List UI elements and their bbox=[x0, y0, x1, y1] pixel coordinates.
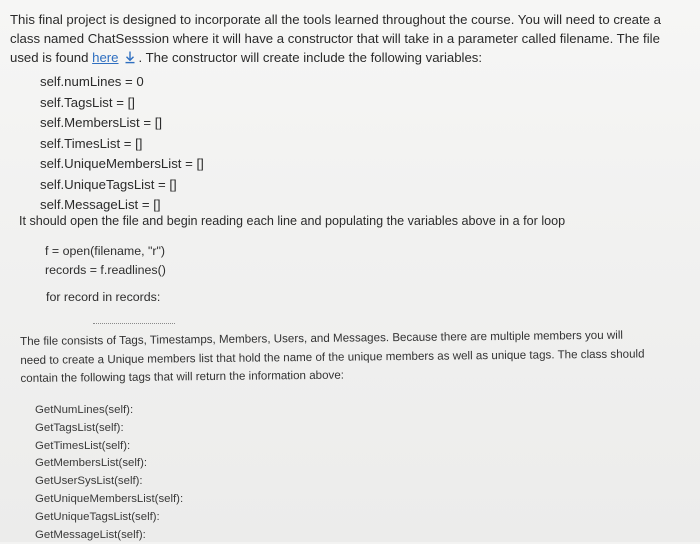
method-line: GetTimesList(self): bbox=[35, 439, 131, 452]
method-line: GetMessageList(self): bbox=[35, 528, 146, 541]
intro-text-before-link: This final project is designed to incorporate all the tools learned throughout the course. You will need to create a class named ChatSesssion where it will have a constructor that will take in a parameter called filename. The file used is found bbox=[10, 12, 661, 65]
method-line: GetUniqueMembersList(self): bbox=[35, 492, 184, 505]
code-block bbox=[45, 242, 166, 279]
method-line: GetNumLines(self): bbox=[35, 404, 134, 416]
code-line: records = f.readlines() bbox=[45, 262, 166, 277]
variable-line: self.numLines = 0 bbox=[40, 74, 144, 89]
loop-instruction: It should open the file and begin reading each line and populating the variables above in a for loop bbox=[19, 214, 566, 228]
variable-list bbox=[40, 72, 204, 216]
method-line: GetUniqueTagsList(self): bbox=[35, 510, 160, 523]
variable-line: self.UniqueTagsList = [] bbox=[40, 176, 177, 192]
method-line: GetTagsList(self): bbox=[35, 421, 124, 434]
method-line: GetUserSysList(self): bbox=[35, 475, 143, 488]
variable-line: self.MessageList = [] bbox=[40, 197, 161, 212]
for-loop-line: for record in records: bbox=[46, 290, 161, 304]
variable-line: self.UniqueMembersList = [] bbox=[40, 156, 204, 171]
variable-line: self.TagsList = [] bbox=[40, 94, 135, 110]
dotted-separator bbox=[93, 323, 175, 324]
variable-line: self.TimesList = [] bbox=[40, 135, 143, 151]
intro-paragraph bbox=[10, 10, 680, 67]
download-arrow-icon[interactable] bbox=[123, 50, 137, 64]
method-line: GetMembersList(self): bbox=[35, 457, 148, 470]
variable-line: self.MembersList = [] bbox=[40, 115, 163, 130]
file-link[interactable]: here bbox=[92, 50, 119, 65]
method-list bbox=[35, 402, 183, 544]
intro-text-after-link: . The constructor will create include the following variables: bbox=[138, 50, 483, 65]
file-description: The file consists of Tags, Timestamps, Members, Users, and Messages. Because there are multiple members you will need to create a Unique members list that hold the name of the unique members as well as unique tags. The class should contain the following tags that will return the information above: bbox=[20, 328, 645, 385]
code-line: f = open(filename, "r") bbox=[45, 244, 166, 258]
